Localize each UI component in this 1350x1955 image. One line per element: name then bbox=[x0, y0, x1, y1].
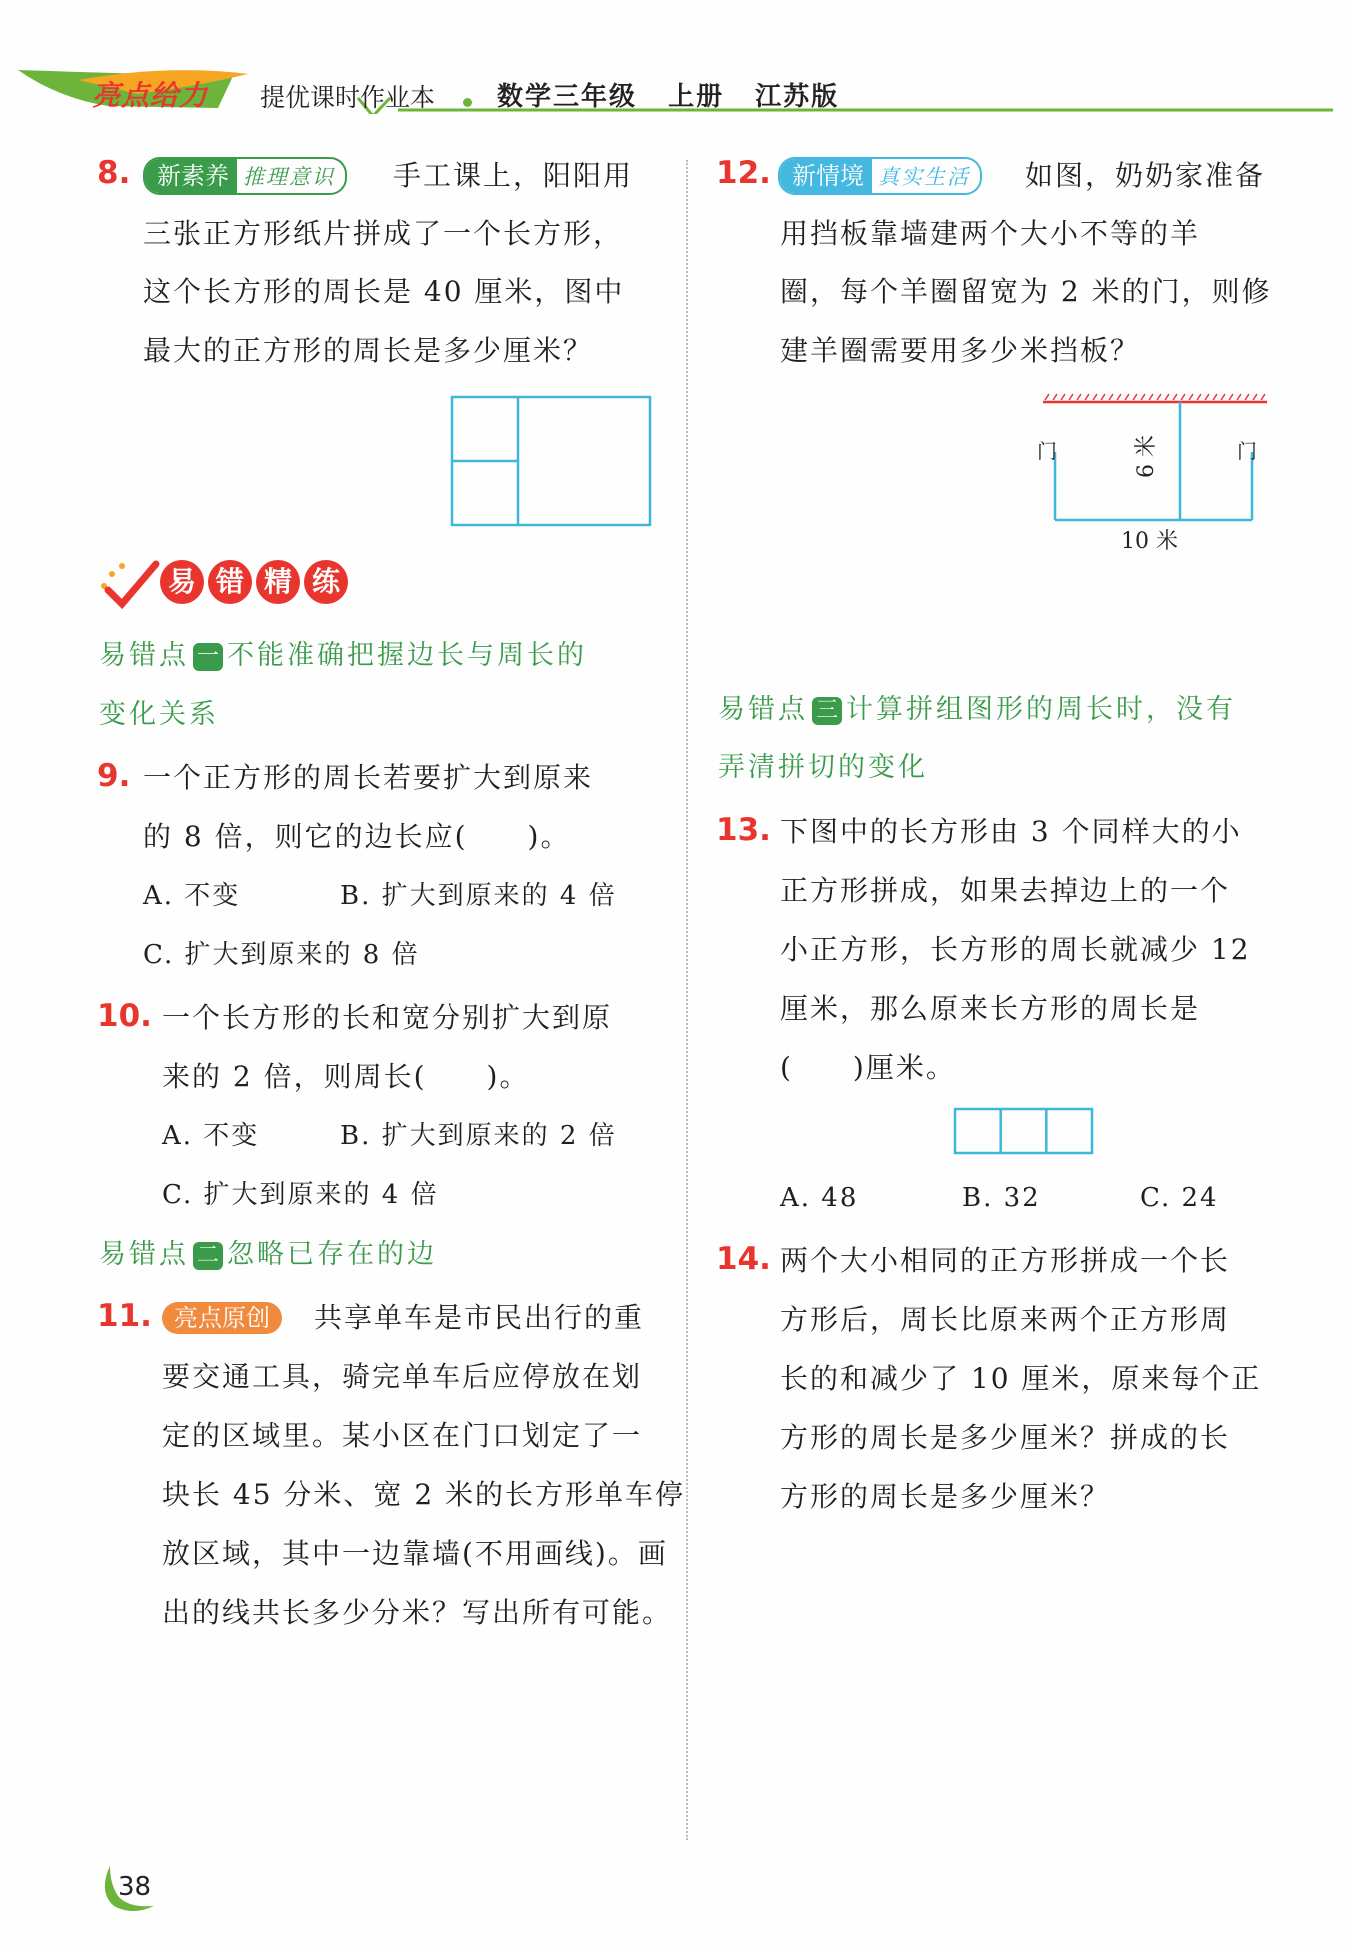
height-label: 6 米 bbox=[1134, 435, 1159, 478]
volume: 上册 bbox=[668, 82, 725, 112]
width-label: 10 米 bbox=[1121, 529, 1178, 554]
page-number: 38 bbox=[118, 1872, 152, 1902]
q11-line: 定的区域里。某小区在门口划定了一 bbox=[162, 1419, 643, 1452]
brand-logo: 亮点给力 bbox=[92, 79, 209, 112]
section-title bbox=[98, 560, 358, 610]
q13-option-c: C. 24 bbox=[1140, 1183, 1219, 1213]
header-dot bbox=[463, 98, 472, 107]
q10-option-c: C. 扩大到原来的 4 倍 bbox=[162, 1180, 439, 1210]
q14-line: 方形的周长是多少厘米？ bbox=[780, 1480, 1111, 1513]
q12-tag-sub: 真实生活 bbox=[878, 165, 970, 189]
error-point-num: 二 bbox=[193, 1242, 223, 1270]
error-point-3 bbox=[718, 692, 1236, 728]
q8-line: 手工课上，阳阳用 bbox=[393, 159, 634, 192]
q9-option-c: C. 扩大到原来的 8 倍 bbox=[143, 940, 420, 970]
q12-line: 用挡板靠墙建两个大小不等的羊 bbox=[780, 217, 1201, 250]
q8-tag-main: 新素养 bbox=[145, 159, 237, 193]
door-left-label: 门 bbox=[1037, 439, 1057, 463]
q14-number: 14. bbox=[716, 1241, 771, 1277]
error-point-3-cont: 弄清拼切的变化 bbox=[718, 752, 928, 783]
q12-line: 圈，每个羊圈留宽为 2 米的门，则修 bbox=[780, 275, 1272, 308]
q8-tag bbox=[143, 157, 347, 195]
edition: 江苏版 bbox=[755, 82, 840, 112]
q11-line: 块长 45 分米、宽 2 米的长方形单车停 bbox=[162, 1478, 686, 1511]
q8-line: 这个长方形的周长是 40 厘米，图中 bbox=[143, 275, 625, 308]
q8-figure bbox=[450, 395, 655, 530]
q10-option-b: B. 扩大到原来的 2 倍 bbox=[340, 1121, 617, 1151]
q13-option-a: A. 48 bbox=[780, 1183, 859, 1213]
q13-figure bbox=[953, 1107, 1095, 1155]
error-point-text: 不能准确把握边长与周长的 bbox=[227, 640, 587, 671]
q11-line: 放区域，其中一边靠墙(不用画线)。画 bbox=[162, 1537, 668, 1570]
section-title-char: 错 bbox=[208, 560, 252, 604]
error-point-text: 忽略已存在的边 bbox=[227, 1239, 437, 1270]
subject: 数学三年级 bbox=[497, 82, 638, 112]
book-info bbox=[497, 76, 839, 113]
q10-number: 10. bbox=[97, 998, 152, 1034]
q10-line: 一个长方形的长和宽分别扩大到原 bbox=[162, 1001, 613, 1034]
error-point-label: 易错点 bbox=[99, 1239, 189, 1270]
q9-number: 9. bbox=[97, 758, 131, 794]
q8-line: 三张正方形纸片拼成了一个长方形， bbox=[143, 217, 624, 250]
error-point-num: 三 bbox=[812, 697, 842, 725]
q11-line: 出的线共长多少分米？写出所有可能。 bbox=[162, 1596, 673, 1629]
q14-line: 方形的周长是多少厘米？拼成的长 bbox=[780, 1421, 1231, 1454]
q9-line: 一个正方形的周长若要扩大到原来 bbox=[143, 761, 594, 794]
error-point-label: 易错点 bbox=[99, 640, 189, 671]
q14-line: 两个大小相同的正方形拼成一个长 bbox=[780, 1244, 1231, 1277]
q12-number: 12. bbox=[716, 155, 771, 191]
q9-option-a: A. 不变 bbox=[143, 881, 241, 911]
q13-line: 下图中的长方形由 3 个同样大的小 bbox=[780, 815, 1242, 848]
error-point-num: 一 bbox=[193, 643, 223, 671]
series-title: 提优课时作业本 bbox=[260, 83, 436, 112]
error-point-1-cont: 变化关系 bbox=[99, 699, 219, 730]
section-title-char: 练 bbox=[304, 560, 348, 604]
q13-line: 正方形拼成，如果去掉边上的一个 bbox=[780, 874, 1231, 907]
q11-line: 共享单车是市民出行的重 bbox=[314, 1301, 645, 1334]
q12-tag-main: 新情境 bbox=[780, 159, 872, 193]
section-title-char: 易 bbox=[160, 560, 204, 604]
door-right-label: 门 bbox=[1237, 439, 1257, 463]
q12-tag bbox=[778, 157, 982, 195]
section-title-char: 精 bbox=[256, 560, 300, 604]
q11-tag: 亮点原创 bbox=[162, 1302, 282, 1334]
q8-tag-sub: 推理意识 bbox=[243, 165, 335, 189]
check-icon bbox=[98, 560, 160, 610]
q13-rect-outline bbox=[955, 1109, 1092, 1153]
q12-figure bbox=[1035, 390, 1275, 560]
q14-line: 长的和减少了 10 厘米，原来每个正 bbox=[780, 1362, 1262, 1395]
error-point-2 bbox=[99, 1237, 437, 1273]
error-point-text: 计算拼组图形的周长时，没有 bbox=[846, 694, 1236, 725]
column-divider bbox=[686, 160, 688, 1840]
q13-number: 13. bbox=[716, 812, 771, 848]
q9-option-b: B. 扩大到原来的 4 倍 bbox=[340, 881, 617, 911]
q8-line: 最大的正方形的周长是多少厘米？ bbox=[143, 334, 594, 367]
q11-number: 11. bbox=[97, 1298, 152, 1334]
error-point-label: 易错点 bbox=[718, 694, 808, 725]
q13-option-b: B. 32 bbox=[962, 1183, 1041, 1213]
q13-line: ( )厘米。 bbox=[780, 1051, 956, 1084]
q8-number: 8. bbox=[97, 155, 131, 191]
q11-line: 要交通工具，骑完单车后应停放在划 bbox=[162, 1360, 643, 1393]
q12-line: 如图，奶奶家准备 bbox=[1025, 159, 1266, 192]
q9-line: 的 8 倍，则它的边长应( )。 bbox=[143, 820, 571, 853]
q10-line: 来的 2 倍，则周长( )。 bbox=[162, 1060, 530, 1093]
error-point-1 bbox=[99, 638, 587, 674]
q10-option-a: A. 不变 bbox=[162, 1121, 260, 1151]
q12-line: 建羊圈需要用多少米挡板？ bbox=[780, 334, 1141, 367]
q13-line: 厘米，那么原来长方形的周长是 bbox=[780, 992, 1201, 1025]
q13-line: 小正方形，长方形的周长就减少 12 bbox=[780, 933, 1251, 966]
q14-line: 方形后，周长比原来两个正方形周 bbox=[780, 1303, 1231, 1336]
wall-hatch bbox=[1045, 394, 1265, 400]
